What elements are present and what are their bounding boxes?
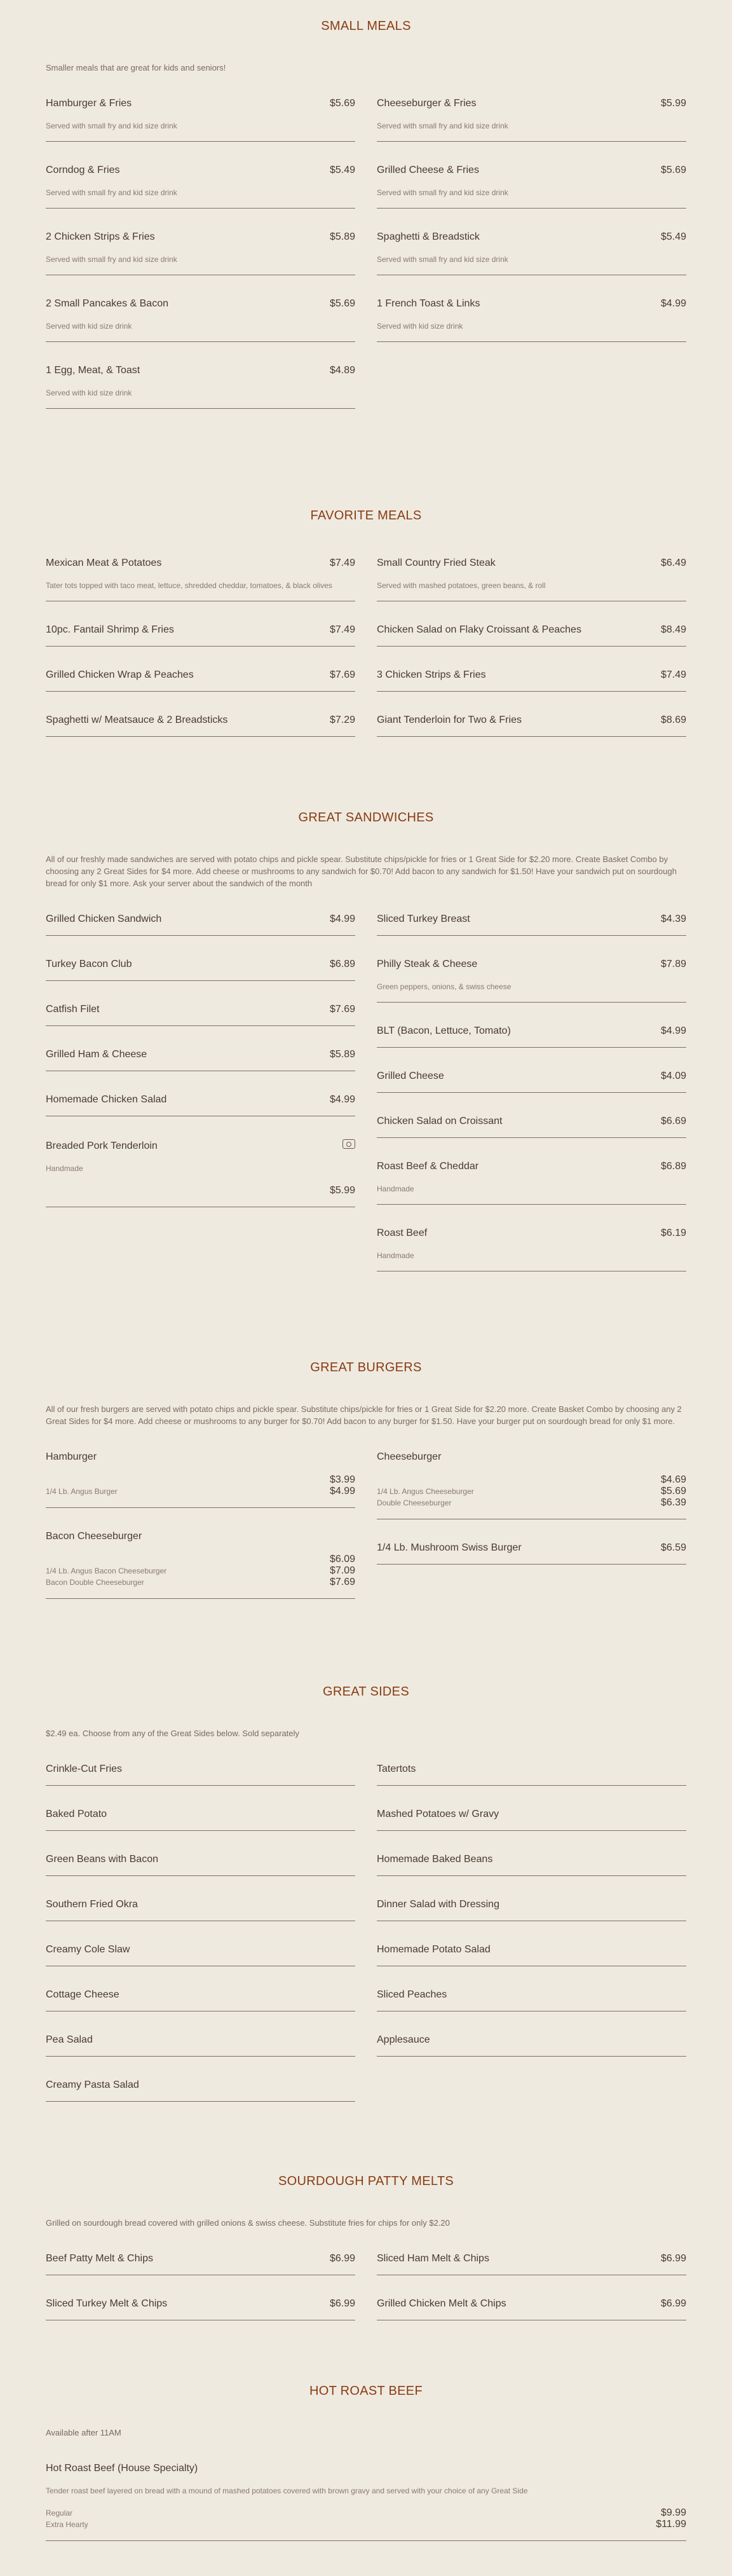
option-price: $6.09	[329, 1554, 355, 1565]
menu-section	[46, 1341, 686, 1615]
menu-item[interactable]	[377, 1938, 686, 1966]
item-price: $6.49	[660, 558, 686, 568]
item-name: Sliced Turkey Breast	[377, 914, 470, 924]
item-description: Green peppers, onions, & swiss cheese	[377, 982, 512, 991]
item-header	[377, 2253, 686, 2264]
item-header	[46, 2463, 686, 2474]
item-header	[46, 1899, 355, 1910]
item-header	[377, 669, 686, 681]
item-name: 10pc. Fantail Shrimp & Fries	[46, 624, 174, 635]
section-columns	[46, 907, 686, 1288]
item-header	[46, 1809, 355, 1820]
item-price: $4.09	[660, 1071, 686, 1081]
item-name: Crinkle-Cut Fries	[46, 1764, 123, 1774]
menu-item[interactable]	[377, 1983, 686, 2011]
menu-section	[46, 2365, 686, 2558]
item-description: Served with small fry and kid size drink	[46, 188, 177, 197]
item-name: Philly Steak & Cheese	[377, 959, 478, 969]
section-title: GREAT BURGERS	[310, 1360, 422, 1374]
menu-item[interactable]	[377, 618, 686, 647]
column-left	[46, 1445, 355, 1615]
menu-item[interactable]	[377, 1064, 686, 1093]
section-title: GREAT SIDES	[323, 1685, 409, 1699]
column-left	[46, 92, 355, 425]
item-name: 1 French Toast & Links	[377, 298, 480, 309]
section-title: HOT ROAST BEEF	[309, 2384, 423, 2398]
item-name: Mashed Potatoes w/ Gravy	[377, 1809, 499, 1819]
item-name: Chicken Salad on Flaky Croissant & Peaches	[377, 624, 581, 635]
item-price: $6.99	[329, 2253, 355, 2264]
menu-item[interactable]	[46, 1524, 355, 1599]
price-option	[377, 1486, 686, 1497]
item-name: 1 Egg, Meat, & Toast	[46, 365, 140, 376]
item-name: Grilled Ham & Cheese	[46, 1049, 147, 1060]
item-name: Turkey Bacon Club	[46, 959, 132, 969]
item-name: Applesauce	[377, 2034, 430, 2045]
menu-item[interactable]	[46, 997, 355, 1026]
item-price: $4.99	[329, 1094, 355, 1105]
menu-item[interactable]	[377, 1445, 686, 1519]
option-label: Bacon Double Cheeseburger	[46, 1578, 144, 1587]
item-name: Corndog & Fries	[46, 165, 120, 175]
menu-item[interactable]	[46, 92, 355, 142]
item-name: Spaghetti & Breadstick	[377, 231, 480, 242]
price-option	[46, 1474, 355, 1486]
item-header	[377, 2034, 686, 2046]
item-header	[46, 365, 355, 376]
menu-item[interactable]	[46, 618, 355, 647]
item-header	[46, 298, 355, 310]
menu-item[interactable]	[377, 92, 686, 142]
menu-item[interactable]	[46, 1133, 355, 1207]
item-header	[46, 624, 355, 636]
item-price: $5.69	[660, 165, 686, 175]
price-option	[46, 2519, 686, 2530]
item-price: $6.19	[660, 1228, 686, 1238]
item-price: $6.89	[660, 1161, 686, 1172]
item-description: Served with small fry and kid size drink	[377, 255, 508, 264]
section-columns	[46, 92, 686, 425]
price-option	[377, 1497, 686, 1509]
item-price: $6.99	[660, 2298, 686, 2309]
item-name: 2 Small Pancakes & Bacon	[46, 298, 168, 309]
menu-item[interactable]	[46, 708, 355, 737]
item-description: Tender roast beef layered on bread with a mound of mashed potatoes covered with brown gravy and served with your choice of any Great Side	[46, 2486, 528, 2495]
item-header	[377, 715, 686, 726]
item-name: Dinner Salad with Dressing	[377, 1899, 499, 1910]
item-header	[377, 1764, 686, 1775]
menu-item[interactable]	[377, 1757, 686, 1786]
menu-item[interactable]	[377, 2028, 686, 2057]
item-header	[377, 1809, 686, 1820]
item-description: Served with mashed potatoes, green beans, & roll	[377, 581, 546, 590]
menu-item[interactable]	[46, 2073, 355, 2102]
item-name: Cheeseburger & Fries	[377, 98, 477, 109]
section-title: SMALL MEALS	[321, 19, 411, 33]
item-name: Baked Potato	[46, 1809, 107, 1819]
item-header	[377, 1161, 686, 1172]
item-header	[46, 1004, 355, 1015]
menu-item[interactable]	[46, 2247, 355, 2275]
option-price: $9.99	[660, 2507, 686, 2518]
item-header	[46, 1531, 355, 1542]
section-description: All of our fresh burgers are served with potato chips and pickle spear. Substitute chips/pickle for fries or 1 Great Side for $2.20 more. Create Basket Combo by choosing any 2 Great Sides for $4 more. Add cheese or mushrooms to any burger for $0.70! Add bacon to any burger for $1.50. Have your burger put on sourdough bread for only $1 more.	[46, 1404, 682, 1426]
price-option	[46, 1554, 355, 1565]
menu-item[interactable]	[46, 1445, 355, 1508]
option-price: $3.99	[329, 1474, 355, 1485]
item-header	[377, 624, 686, 636]
item-header	[46, 1989, 355, 2001]
column-left	[46, 551, 355, 753]
item-description: Served with kid size drink	[46, 388, 132, 397]
item-name: Southern Fried Okra	[46, 1899, 138, 1910]
item-name: Grilled Chicken Sandwich	[46, 914, 162, 924]
section-title: SOURDOUGH PATTY MELTS	[278, 2174, 454, 2188]
option-price: $6.39	[660, 1497, 686, 1508]
item-price: $5.49	[329, 165, 355, 175]
menu-item[interactable]	[377, 1893, 686, 1921]
item-name: Sliced Peaches	[377, 1989, 447, 2000]
item-name: Roast Beef & Cheddar	[377, 1161, 479, 1172]
item-price: $4.99	[660, 1025, 686, 1036]
menu-item[interactable]	[46, 1847, 355, 1876]
item-name: Breaded Pork Tenderloin	[46, 1141, 158, 1151]
item-header	[46, 2253, 355, 2264]
option-price: $7.69	[329, 1577, 355, 1587]
item-price: $8.49	[660, 624, 686, 635]
section-title: GREAT SANDWICHES	[298, 811, 434, 825]
menu-item[interactable]	[46, 1802, 355, 1831]
item-name: 2 Chicken Strips & Fries	[46, 231, 155, 242]
menu-item[interactable]	[377, 2292, 686, 2320]
item-price: $7.49	[660, 669, 686, 680]
item-description: Served with kid size drink	[377, 322, 463, 331]
item-name: Mexican Meat & Potatoes	[46, 558, 162, 568]
item-header	[46, 1451, 355, 1463]
option-label: Double Cheeseburger	[377, 1498, 452, 1507]
price-options	[377, 1474, 686, 1509]
item-name: Grilled Cheese	[377, 1071, 444, 1081]
column-right	[377, 907, 686, 1288]
item-name: Small Country Fried Steak	[377, 558, 496, 568]
item-name: Grilled Chicken Melt & Chips	[377, 2298, 506, 2309]
item-name: Homemade Potato Salad	[377, 1944, 491, 1955]
menu-item[interactable]	[377, 292, 686, 342]
menu-item[interactable]	[46, 1757, 355, 1786]
item-price: $7.49	[329, 624, 355, 635]
item-header	[46, 2298, 355, 2310]
menu-item[interactable]	[46, 292, 355, 342]
item-description: Tater tots topped with taco meat, lettuce, shredded cheddar, tomatoes, & black olives	[46, 581, 332, 590]
item-header	[46, 2079, 355, 2091]
column-right	[377, 92, 686, 425]
menu-section	[46, 791, 686, 1288]
item-name: Cheeseburger	[377, 1451, 442, 1462]
price-options	[46, 1474, 355, 1497]
item-price: $5.69	[329, 298, 355, 309]
menu-item[interactable]	[46, 2028, 355, 2057]
item-header	[46, 1944, 355, 1956]
price-option	[377, 1474, 686, 1486]
item-name: Tatertots	[377, 1764, 416, 1774]
menu-item[interactable]	[46, 1893, 355, 1921]
item-name: Creamy Cole Slaw	[46, 1944, 130, 1955]
menu-item[interactable]	[46, 1938, 355, 1966]
item-price: $4.39	[660, 914, 686, 924]
column-left	[46, 907, 355, 1288]
item-name: Green Beans with Bacon	[46, 1854, 158, 1865]
menu-item[interactable]	[46, 1983, 355, 2011]
item-name: Pea Salad	[46, 2034, 93, 2045]
item-description: Served with small fry and kid size drink	[377, 188, 508, 197]
item-name: Cottage Cheese	[46, 1989, 119, 2000]
option-price: $4.69	[660, 1474, 686, 1485]
price-options	[46, 1554, 355, 1588]
item-description: Served with kid size drink	[46, 322, 132, 331]
item-name: 1/4 Lb. Mushroom Swiss Burger	[377, 1542, 522, 1553]
item-header	[46, 959, 355, 970]
item-name: Hamburger	[46, 1451, 97, 1462]
item-price: $7.69	[329, 669, 355, 680]
menu-item[interactable]	[377, 158, 686, 209]
column-left	[46, 1757, 355, 2118]
option-price: $11.99	[656, 2519, 686, 2530]
option-price: $4.99	[329, 1486, 355, 1497]
column-right	[377, 551, 686, 753]
item-header	[377, 1854, 686, 1865]
item-header	[46, 1854, 355, 1865]
menu-section	[46, 2155, 686, 2337]
item-header	[46, 558, 355, 569]
item-name: Hot Roast Beef (House Specialty)	[46, 2463, 198, 2474]
column-right	[377, 2247, 686, 2337]
section-columns	[46, 551, 686, 753]
menu-item[interactable]	[377, 1221, 686, 1271]
menu-section	[46, 1666, 686, 2118]
item-name: Chicken Salad on Croissant	[377, 1116, 503, 1127]
item-description: Served with small fry and kid size drink	[377, 121, 508, 130]
column-right	[377, 1757, 686, 2118]
item-header	[377, 959, 686, 970]
item-header	[377, 1071, 686, 1082]
menu-item[interactable]	[377, 551, 686, 601]
item-name: 3 Chicken Strips & Fries	[377, 669, 486, 680]
item-price: $6.89	[329, 959, 355, 969]
item-price: $6.69	[660, 1116, 686, 1127]
price-option	[46, 1577, 355, 1588]
option-label: Extra Hearty	[46, 2520, 88, 2529]
menu-item[interactable]	[377, 1847, 686, 1876]
item-header	[46, 715, 355, 726]
section-title: FAVORITE MEALS	[310, 509, 422, 523]
section-description: Available after 11AM	[46, 2428, 121, 2437]
item-name: Beef Patty Melt & Chips	[46, 2253, 153, 2264]
menu-item[interactable]	[377, 2247, 686, 2275]
item-header	[377, 1228, 686, 1239]
menu-item[interactable]	[46, 907, 355, 936]
item-header	[377, 298, 686, 310]
item-header	[46, 669, 355, 681]
menu-item[interactable]	[377, 1802, 686, 1831]
item-price: $7.49	[329, 558, 355, 568]
item-price: $4.99	[660, 298, 686, 309]
menu-item[interactable]	[46, 225, 355, 275]
item-name: Hamburger & Fries	[46, 98, 132, 109]
section-columns	[46, 1445, 686, 1615]
menu-item[interactable]	[46, 1043, 355, 1071]
item-header	[377, 231, 686, 243]
menu-item[interactable]	[46, 2456, 686, 2541]
item-header	[46, 231, 355, 243]
menu-item[interactable]	[377, 663, 686, 692]
option-price: $5.69	[660, 1486, 686, 1497]
section-description: Grilled on sourdough bread covered with grilled onions & swiss cheese. Substitute fries for chips for only $2.20	[46, 2218, 450, 2228]
item-header	[377, 98, 686, 109]
item-price: $6.59	[660, 1542, 686, 1553]
camera-icon	[342, 1139, 355, 1149]
item-name: Grilled Chicken Wrap & Peaches	[46, 669, 194, 680]
item-name: Creamy Pasta Salad	[46, 2079, 139, 2090]
menu-item[interactable]	[377, 1154, 686, 1205]
item-price: $6.99	[660, 2253, 686, 2264]
item-name: Homemade Baked Beans	[377, 1854, 493, 1865]
item-header	[46, 914, 355, 925]
item-name: Bacon Cheeseburger	[46, 1531, 142, 1542]
item-price: $4.99	[329, 914, 355, 924]
column-right	[377, 1445, 686, 1615]
item-header	[46, 1139, 355, 1152]
item-name: Sliced Ham Melt & Chips	[377, 2253, 489, 2264]
item-header	[377, 1989, 686, 2001]
menu-item[interactable]	[377, 907, 686, 936]
column-left	[46, 2247, 355, 2337]
item-header	[377, 1116, 686, 1127]
section-description: All of our freshly made sandwiches are served with potato chips and pickle spear. Substitute chips/pickle for fries or 1 Great Side for $2.20 more. Create Basket Combo by choosing any 2 Great Sides for $4 more. Add cheese or mushrooms to any sandwich for $0.70! Add bacon to any sandwich for $1.50! Have your sandwich put on sourdough bread for only $1 more. Ask your server about the sandwich of the month	[46, 854, 677, 888]
option-label: 1/4 Lb. Angus Bacon Cheeseburger	[46, 1566, 167, 1575]
item-name: Spaghetti w/ Meatsauce & 2 Breadsticks	[46, 715, 228, 725]
item-price: $5.99	[660, 98, 686, 109]
price-option	[46, 1565, 355, 1577]
menu-item[interactable]	[46, 158, 355, 209]
menu-item[interactable]	[377, 225, 686, 275]
item-header	[377, 1944, 686, 1956]
item-name: BLT (Bacon, Lettuce, Tomato)	[377, 1025, 511, 1036]
item-price: $5.89	[329, 1049, 355, 1060]
item-description: Handmade	[46, 1164, 83, 1173]
menu-section	[46, 0, 686, 425]
item-price: $6.99	[329, 2298, 355, 2309]
section-columns	[46, 2247, 686, 2337]
price-option	[46, 1486, 355, 1497]
item-price: $5.89	[329, 231, 355, 242]
item-price: $5.99	[329, 1185, 355, 1196]
menu-item[interactable]	[46, 1088, 355, 1116]
option-label: 1/4 Lb. Angus Burger	[46, 1487, 118, 1496]
item-name: Grilled Cheese & Fries	[377, 165, 479, 175]
menu-item[interactable]	[377, 1536, 686, 1565]
item-price: $8.69	[660, 715, 686, 725]
section-columns	[46, 1757, 686, 2118]
item-description: Served with small fry and kid size drink	[46, 255, 177, 264]
item-header	[377, 1542, 686, 1554]
item-description: Handmade	[377, 1184, 414, 1193]
menu-item[interactable]	[46, 551, 355, 601]
option-price: $7.09	[329, 1565, 355, 1576]
menu-item[interactable]	[377, 952, 686, 1003]
item-header	[377, 165, 686, 176]
item-header	[377, 914, 686, 925]
item-header	[377, 2298, 686, 2310]
item-name: Roast Beef	[377, 1228, 428, 1238]
item-header	[46, 165, 355, 176]
item-header	[377, 1899, 686, 1910]
item-header	[46, 1094, 355, 1106]
item-name: Homemade Chicken Salad	[46, 1094, 167, 1105]
price-options	[46, 2507, 686, 2530]
menu-item[interactable]	[46, 663, 355, 692]
menu-item[interactable]	[46, 952, 355, 981]
item-name: Sliced Turkey Melt & Chips	[46, 2298, 168, 2309]
menu-item[interactable]	[46, 2292, 355, 2320]
item-price: $7.69	[329, 1004, 355, 1015]
item-name: Catfish Filet	[46, 1004, 100, 1015]
item-price: $5.49	[660, 231, 686, 242]
item-name: Giant Tenderloin for Two & Fries	[377, 715, 522, 725]
item-price: $7.89	[660, 959, 686, 969]
item-header	[377, 558, 686, 569]
item-price: $7.29	[329, 715, 355, 725]
menu-item[interactable]	[46, 359, 355, 409]
section-description: Smaller meals that are great for kids and seniors!	[46, 63, 226, 72]
menu-item[interactable]	[377, 1109, 686, 1138]
item-header	[46, 1764, 355, 1775]
item-description: Served with small fry and kid size drink	[46, 121, 177, 130]
item-price: $4.89	[329, 365, 355, 376]
item-header	[46, 98, 355, 109]
menu-section	[46, 490, 686, 753]
price-option	[46, 2507, 686, 2519]
menu-item[interactable]	[377, 708, 686, 737]
item-header	[377, 1451, 686, 1463]
item-header	[46, 1049, 355, 1060]
item-header	[377, 1025, 686, 1037]
item-description: Handmade	[377, 1251, 414, 1260]
option-label: 1/4 Lb. Angus Cheeseburger	[377, 1487, 474, 1496]
option-label: Regular	[46, 2509, 73, 2518]
item-price: $5.69	[329, 98, 355, 109]
item-header	[46, 2034, 355, 2046]
section-description: $2.49 ea. Choose from any of the Great Sides below. Sold separately	[46, 1729, 299, 1738]
menu-item[interactable]	[377, 1019, 686, 1048]
